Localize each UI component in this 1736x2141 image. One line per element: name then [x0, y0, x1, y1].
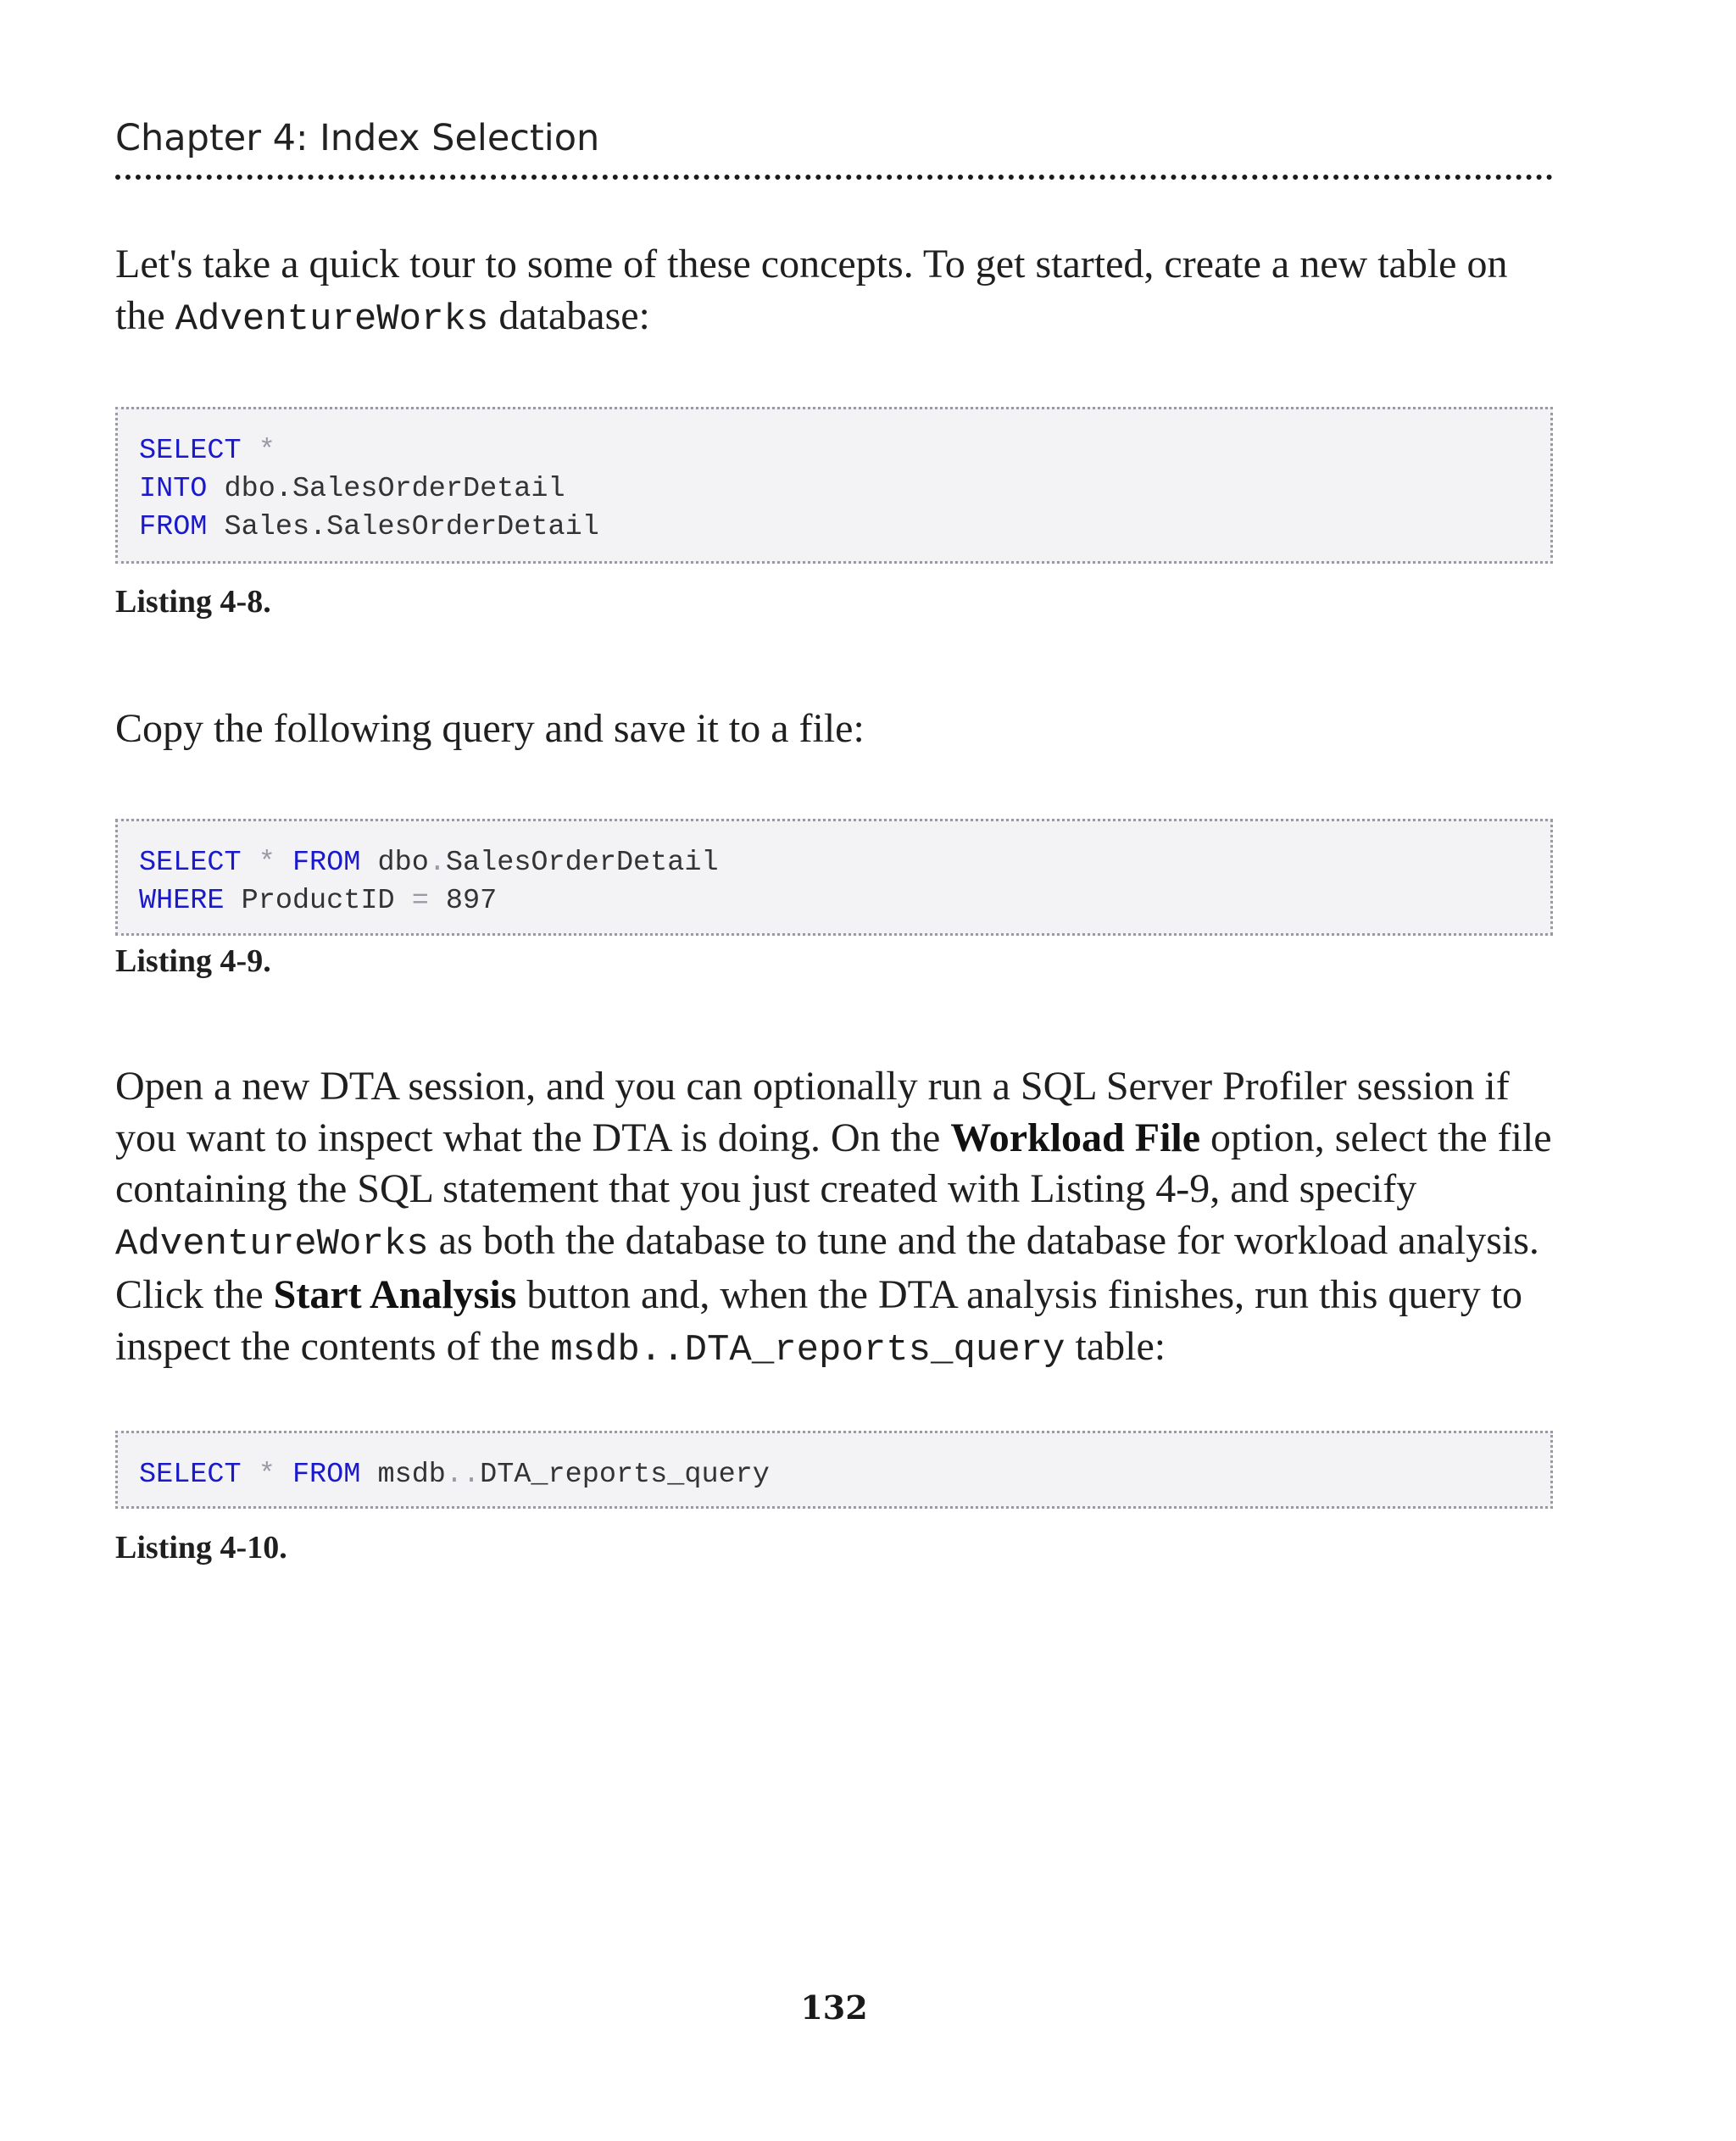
code-line: WHERE ProductID = 897: [139, 885, 498, 917]
code-block-listing-4-8: [115, 407, 1553, 564]
bold-workload-file: Workload File: [950, 1115, 1201, 1160]
chapter-header: Chapter 4: Index Selection: [115, 117, 600, 159]
copy-query-paragraph: Copy the following query and save it to a file:: [115, 706, 865, 751]
inline-code-adventureworks: AdventureWorks: [175, 298, 489, 341]
intro-text-end: database:: [488, 292, 650, 338]
dta-instructions-paragraph: Open a new DTA session, and you can optionally run a SQL Server Profiler session if you want to inspect what the DTA is doing. On the Workload File option, select the file containing the SQL statement that you just created with Listing 4-9, and specify AdventureWorks as both the database to tune and the database for workload analysis. Click the Start Analysis button and, when the DTA analysis finishes, run this query to inspect the contents of the msdb..DTA_reports_query table:: [115, 1064, 1552, 1371]
code-line: FROM Sales.SalesOrderDetail: [139, 511, 599, 543]
code-block-listing-4-10: [115, 1431, 1553, 1509]
code-line: SELECT * FROM dbo.SalesOrderDetail: [139, 847, 719, 879]
code-line: SELECT * FROM msdb..DTA_reports_query: [139, 1459, 770, 1491]
inline-code-dta-reports-query: msdb..DTA_reports_query: [550, 1328, 1066, 1371]
code-line: SELECT *: [139, 435, 275, 467]
listing-caption: Listing 4-8.: [115, 584, 271, 620]
intro-text: Let's take a quick tour to some of these concepts. To get started, create a new table on the: [115, 242, 1508, 338]
inline-code-adventureworks: AdventureWorks: [115, 1222, 429, 1265]
page-number: 132: [800, 1988, 868, 2027]
listing-caption: Listing 4-9.: [115, 943, 271, 979]
intro-paragraph: [115, 239, 1553, 345]
code-block-listing-4-9: [115, 819, 1553, 936]
listing-caption: Listing 4-10.: [115, 1530, 287, 1565]
bold-start-analysis: Start Analysis: [273, 1272, 517, 1317]
code-line: INTO dbo.SalesOrderDetail: [139, 473, 565, 505]
header-divider: [115, 175, 1553, 180]
